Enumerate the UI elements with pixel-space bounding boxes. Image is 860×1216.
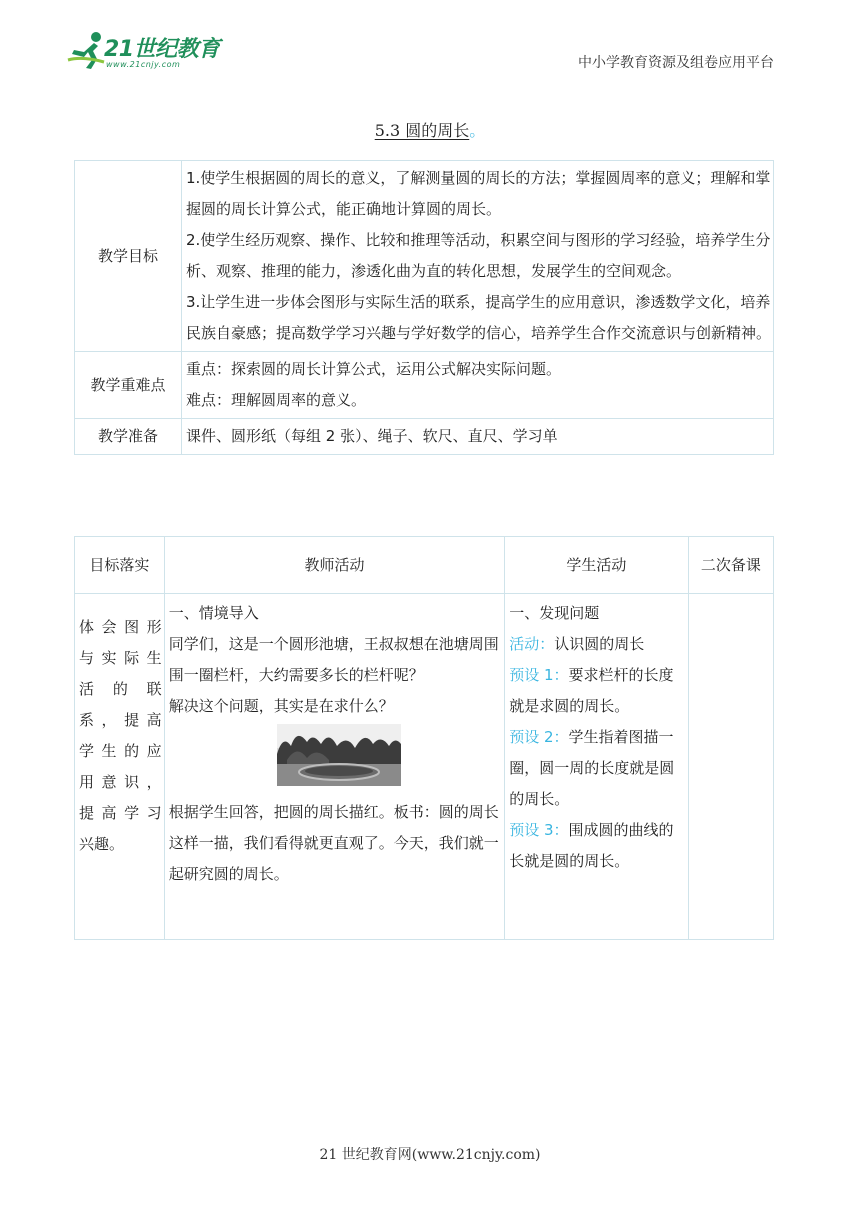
activity-label: 活动： (509, 635, 555, 653)
logo-text: 21世纪教育 (104, 37, 220, 62)
pond-photo (277, 724, 401, 786)
goal-line: 与实际生 (79, 649, 162, 667)
objective-3: 3.让学生进一步体会图形与实际生活的联系，提高学生的应用意识，渗透数学文化，培养民族自豪感；提高数学学习兴趣与学好数学的信心，培养学生合作交流意识与创新精神。 (186, 293, 772, 342)
preset-1-label: 预设 1： (509, 666, 569, 684)
prep-content: 课件、圆形纸（每组 2 张）、绳子、软尺、直尺、学习单 (182, 419, 774, 455)
logo-url: www.21cnjy.com (106, 60, 181, 69)
objectives-row (75, 161, 774, 352)
teacher-cell (164, 594, 505, 940)
title-mark: 。 (469, 121, 486, 140)
preset-2-text: 学生指着图描一圈，圆一周的长度就是圆的周长。 (509, 728, 675, 808)
difficulty-text: 难点：理解圆周率的意义。 (186, 391, 367, 409)
objectives-content (182, 161, 774, 352)
activity-row (75, 594, 774, 940)
teacher-section-title: 一、情境导入 (168, 604, 259, 622)
prep-label: 教学准备 (75, 419, 182, 455)
goal-line: 体会图形 (79, 618, 162, 636)
header-student: 学生活动 (505, 537, 688, 594)
student-cell (505, 594, 688, 940)
objectives-label: 教学目标 (75, 161, 182, 352)
student-section-title: 一、发现问题 (509, 604, 600, 622)
teacher-para-3: 根据学生回答，把圆的周长描红。板书：圆的周长 (168, 803, 499, 821)
site-logo (64, 30, 234, 74)
goal-line: 活 的 联 (79, 680, 162, 698)
keypoints-row (75, 352, 774, 419)
activity-header-row (75, 537, 774, 594)
activity-table (74, 536, 774, 940)
goal-line: 系，提高 (79, 711, 162, 729)
preset-3 (509, 815, 683, 877)
keypoints-label: 教学重难点 (75, 352, 182, 419)
info-table (74, 160, 774, 455)
header-goal: 目标落实 (75, 537, 165, 594)
preset-1 (509, 660, 683, 722)
teacher-para-4: 这样一描，我们看得就更直观了。今天，我们就一起研究圆的周长。 (168, 834, 499, 883)
footer-text: 21 世纪教育网(www.21cnjy.com) (319, 1147, 541, 1163)
preset-3-text: 围成圆的曲线的长就是圆的周长。 (509, 821, 674, 870)
prep-row (75, 419, 774, 455)
runner-logo-icon (64, 30, 108, 70)
preset-2 (509, 722, 683, 815)
activity-text: 认识圆的周长 (554, 635, 645, 653)
goal-cell (75, 594, 165, 940)
keypoints-content (182, 352, 774, 419)
goal-line: 兴趣。 (79, 835, 125, 853)
header-teacher: 教师活动 (164, 537, 505, 594)
teacher-para-1: 同学们，这是一个圆形池塘，王叔叔想在池塘周围围一圈栏杆，大约需要多长的栏杆呢？ (168, 635, 499, 684)
goal-line: 学生的应 (79, 742, 162, 760)
keypoint-text: 重点：探索圆的周长计算公式，运用公式解决实际问题。 (186, 360, 562, 378)
objective-1: 1.使学生根据圆的周长的意义，了解测量圆的周长的方法；掌握圆周率的意义；理解和掌握圆的周长计算公式，能正确地计算圆的周长。 (186, 169, 771, 218)
header-notes: 二次备课 (688, 537, 773, 594)
preset-1-text: 要求栏杆的长度就是求圆的周长。 (509, 666, 674, 715)
goal-line: 用意识， (79, 773, 162, 791)
page-title (0, 118, 860, 141)
objective-2: 2.使学生经历观察、操作、比较和推理等活动，积累空间与图形的学习经验，培养学生分析、观察、推理的能力，渗透化曲为直的转化思想，发展学生的空间观念。 (186, 231, 771, 280)
student-activity (509, 629, 683, 660)
preset-2-label: 预设 2： (509, 728, 569, 746)
teacher-para-2: 解决这个问题，其实是在求什么？ (168, 697, 394, 715)
notes-cell (688, 594, 773, 940)
platform-name: 中小学教育资源及组卷应用平台 (578, 55, 774, 71)
preset-3-label: 预设 3： (509, 821, 569, 839)
title-text: 5.3 圆的周长 (374, 121, 470, 140)
goal-line: 提高学习 (79, 804, 162, 822)
